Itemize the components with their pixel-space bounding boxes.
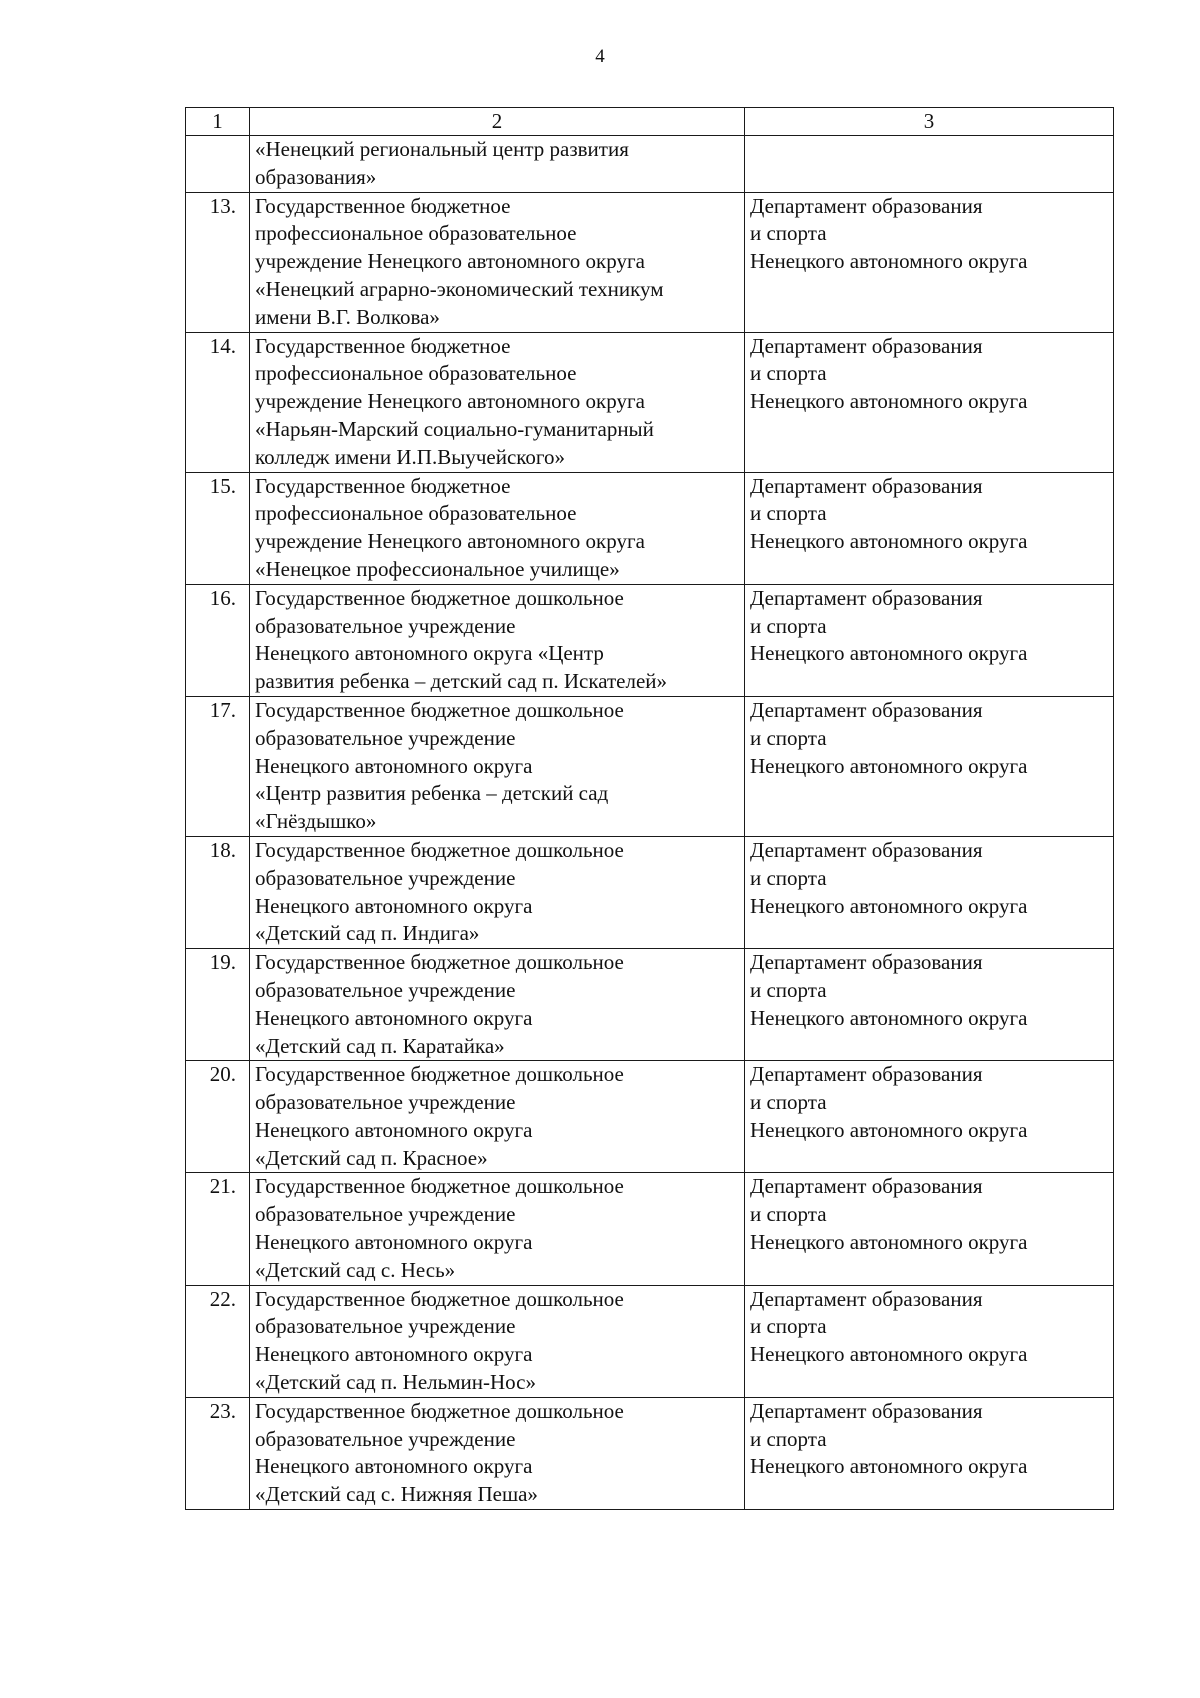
institution-name-cell: [250, 836, 745, 948]
department-line: Департамент образования: [750, 1286, 983, 1311]
institution-name-line: Государственное бюджетное: [255, 333, 511, 358]
department-line: и спорта: [750, 361, 827, 386]
institution-name-cell: [250, 584, 745, 696]
institution-name-line: профессиональное образовательное: [255, 221, 577, 246]
institution-name-line: учреждение Ненецкого автономного округа: [255, 529, 645, 554]
table-row: [186, 1173, 1114, 1285]
institution-name-line: образовательное учреждение: [255, 1314, 516, 1339]
institution-name-cell: [250, 1173, 745, 1285]
department-line: Ненецкого автономного округа: [750, 753, 1028, 778]
institution-name-line: образовательное учреждение: [255, 1090, 516, 1115]
institution-name-line: Ненецкого автономного округа «Центр: [255, 641, 604, 666]
institution-name-line: Государственное бюджетное дошкольное: [255, 837, 624, 862]
institution-name-line: Ненецкого автономного округа: [255, 1454, 533, 1479]
table-body: [186, 136, 1114, 1510]
department-cell: [745, 836, 1114, 948]
row-number: 15.: [186, 472, 250, 584]
column-header-number: 1: [186, 108, 250, 136]
department-line: Ненецкого автономного округа: [750, 1230, 1028, 1255]
institution-name-line: Ненецкого автономного округа: [255, 1117, 533, 1142]
institution-name-line: развития ребенка – детский сад п. Искателей»: [255, 669, 668, 694]
row-number: 14.: [186, 332, 250, 472]
institution-name-line: Государственное бюджетное: [255, 473, 511, 498]
institution-name-line: Государственное бюджетное дошкольное: [255, 950, 624, 975]
row-number: [186, 136, 250, 193]
institution-name-cell: [250, 192, 745, 332]
department-line: и спорта: [750, 725, 827, 750]
column-header-department: 3: [745, 108, 1114, 136]
institution-name-line: образовательное учреждение: [255, 865, 516, 890]
department-line: и спорта: [750, 1090, 827, 1115]
row-number: 17.: [186, 696, 250, 836]
institution-name-line: «Центр развития ребенка – детский сад: [255, 781, 609, 806]
institution-name-line: Государственное бюджетное дошкольное: [255, 1398, 624, 1423]
department-line: Департамент образования: [750, 837, 983, 862]
row-number: 20.: [186, 1061, 250, 1173]
department-line: Департамент образования: [750, 697, 983, 722]
table-row: [186, 136, 1114, 193]
institution-name-line: Государственное бюджетное дошкольное: [255, 697, 624, 722]
institution-name-line: колледж имени И.П.Выучейского»: [255, 444, 565, 469]
department-cell: [745, 1397, 1114, 1509]
institution-name-cell: [250, 1061, 745, 1173]
row-number: 16.: [186, 584, 250, 696]
institution-name-line: образовательное учреждение: [255, 977, 516, 1002]
institution-name-line: учреждение Ненецкого автономного округа: [255, 389, 645, 414]
table-row: [186, 1285, 1114, 1397]
department-cell: [745, 1061, 1114, 1173]
department-line: Департамент образования: [750, 193, 983, 218]
table-row: [186, 949, 1114, 1061]
department-cell: [745, 1173, 1114, 1285]
institution-name-line: «Детский сад с. Несь»: [255, 1257, 456, 1282]
institution-name-cell: [250, 1397, 745, 1509]
institution-name-line: «Нарьян-Марский социально-гуманитарный: [255, 416, 654, 441]
institutions-table: [185, 107, 1114, 1510]
institution-name-line: «Детский сад п. Индига»: [255, 921, 480, 946]
department-line: и спорта: [750, 865, 827, 890]
institution-name-line: Ненецкого автономного округа: [255, 753, 533, 778]
row-number: 19.: [186, 949, 250, 1061]
department-line: Ненецкого автономного округа: [750, 1454, 1028, 1479]
institution-name-line: Государственное бюджетное: [255, 193, 511, 218]
column-header-institution: 2: [250, 108, 745, 136]
department-line: Ненецкого автономного округа: [750, 1117, 1028, 1142]
institution-name-line: Государственное бюджетное дошкольное: [255, 1062, 624, 1087]
row-number: 13.: [186, 192, 250, 332]
department-line: Департамент образования: [750, 333, 983, 358]
department-line: Ненецкого автономного округа: [750, 893, 1028, 918]
row-number: 23.: [186, 1397, 250, 1509]
table-row: [186, 472, 1114, 584]
institution-name-line: «Детский сад с. Нижняя Пеша»: [255, 1482, 538, 1507]
department-line: и спорта: [750, 977, 827, 1002]
institution-name-line: образовательное учреждение: [255, 1202, 516, 1227]
institution-name-line: «Ненецкий региональный центр развития: [255, 137, 629, 161]
department-cell: [745, 949, 1114, 1061]
institution-name-cell: [250, 136, 745, 193]
department-line: Департамент образования: [750, 1174, 983, 1199]
institution-name-line: Ненецкого автономного округа: [255, 893, 533, 918]
institution-name-line: «Детский сад п. Нельмин-Нос»: [255, 1370, 536, 1395]
header-row: [186, 108, 1114, 136]
institution-name-cell: [250, 696, 745, 836]
institution-name-line: «Ненецкий аграрно-экономический техникум: [255, 276, 664, 301]
row-number: 22.: [186, 1285, 250, 1397]
institution-name-cell: [250, 949, 745, 1061]
institution-name-line: Ненецкого автономного округа: [255, 1230, 533, 1255]
department-cell: [745, 332, 1114, 472]
department-line: и спорта: [750, 1314, 827, 1339]
institution-name-cell: [250, 1285, 745, 1397]
department-line: Ненецкого автономного округа: [750, 389, 1028, 414]
table-header: [186, 108, 1114, 136]
table-row: [186, 1061, 1114, 1173]
institution-name-line: Государственное бюджетное дошкольное: [255, 1174, 624, 1199]
institution-name-line: образовательное учреждение: [255, 725, 516, 750]
institution-name-cell: [250, 472, 745, 584]
department-cell: [745, 136, 1114, 193]
department-line: и спорта: [750, 613, 827, 638]
department-line: Департамент образования: [750, 473, 983, 498]
department-line: Ненецкого автономного округа: [750, 1005, 1028, 1030]
department-cell: [745, 696, 1114, 836]
department-line: и спорта: [750, 221, 827, 246]
department-line: Ненецкого автономного округа: [750, 249, 1028, 274]
department-line: Департамент образования: [750, 585, 983, 610]
institution-name-line: профессиональное образовательное: [255, 361, 577, 386]
institution-name-line: Государственное бюджетное дошкольное: [255, 585, 624, 610]
institution-name-line: «Гнёздышко»: [255, 809, 377, 834]
department-line: Ненецкого автономного округа: [750, 641, 1028, 666]
page-number: 4: [595, 46, 605, 67]
department-line: Департамент образования: [750, 1062, 983, 1087]
table-row: [186, 696, 1114, 836]
table-row: [186, 332, 1114, 472]
table-row: [186, 192, 1114, 332]
institution-name-line: имени В.Г. Волкова»: [255, 304, 440, 329]
institution-name-line: «Детский сад п. Каратайка»: [255, 1033, 505, 1058]
department-cell: [745, 192, 1114, 332]
institution-name-cell: [250, 332, 745, 472]
row-number: 21.: [186, 1173, 250, 1285]
department-line: Департамент образования: [750, 1398, 983, 1423]
department-line: и спорта: [750, 501, 827, 526]
department-line: Ненецкого автономного округа: [750, 1342, 1028, 1367]
department-cell: [745, 584, 1114, 696]
institution-name-line: образовательное учреждение: [255, 1426, 516, 1451]
department-line: и спорта: [750, 1202, 827, 1227]
institution-name-line: Государственное бюджетное дошкольное: [255, 1286, 624, 1311]
table-row: [186, 584, 1114, 696]
institution-name-line: «Ненецкое профессиональное училище»: [255, 556, 620, 581]
department-cell: [745, 1285, 1114, 1397]
table-row: [186, 836, 1114, 948]
table-row: [186, 1397, 1114, 1509]
institution-name-line: образовательное учреждение: [255, 613, 516, 638]
institution-name-line: Ненецкого автономного округа: [255, 1005, 533, 1030]
institution-name-line: профессиональное образовательное: [255, 501, 577, 526]
department-line: и спорта: [750, 1426, 827, 1451]
department-line: Департамент образования: [750, 950, 983, 975]
row-number: 18.: [186, 836, 250, 948]
institution-name-line: образования»: [255, 164, 377, 189]
institution-name-line: учреждение Ненецкого автономного округа: [255, 249, 645, 274]
institution-name-line: «Детский сад п. Красное»: [255, 1145, 488, 1170]
institution-name-line: Ненецкого автономного округа: [255, 1342, 533, 1367]
department-cell: [745, 472, 1114, 584]
department-line: Ненецкого автономного округа: [750, 529, 1028, 554]
